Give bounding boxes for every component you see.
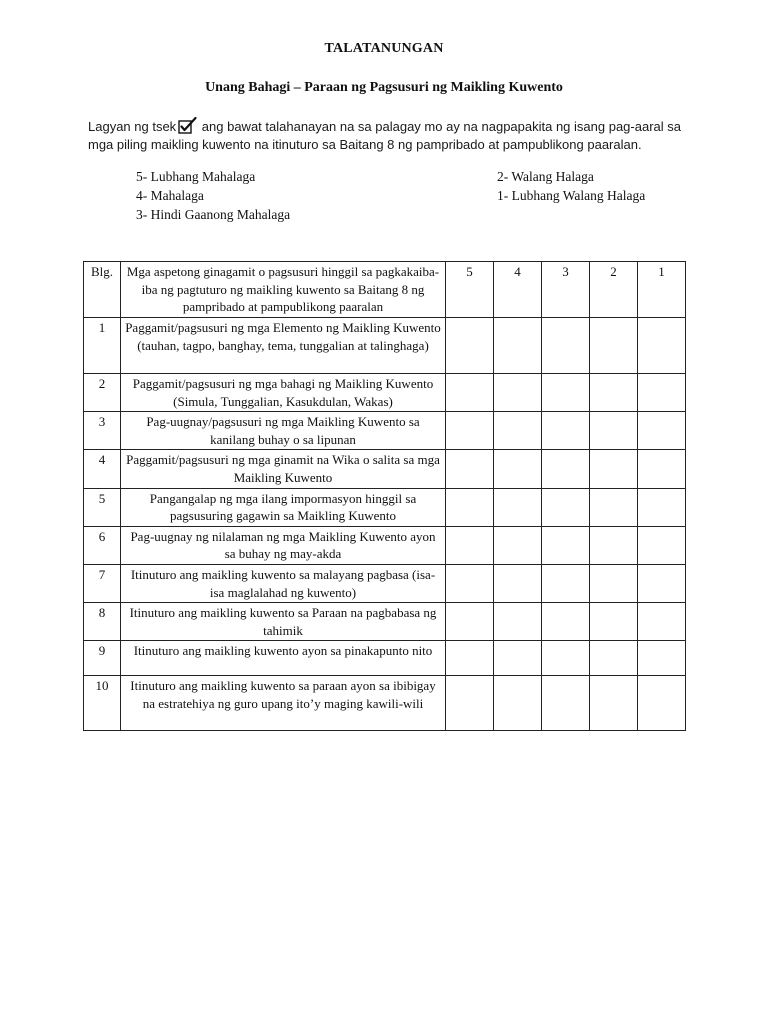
score-cell-4[interactable] <box>494 603 542 641</box>
score-cell-3[interactable] <box>542 564 590 602</box>
header-score-2: 2 <box>590 262 638 318</box>
instructions-paragraph <box>88 117 688 154</box>
table-row <box>84 526 686 564</box>
table-row <box>84 374 686 412</box>
rating-table <box>83 261 686 731</box>
score-cell-5[interactable] <box>446 488 494 526</box>
score-cell-5[interactable] <box>446 450 494 488</box>
scale-item-1: 1- Lubhang Walang Halaga <box>497 188 646 203</box>
row-number: 4 <box>84 450 121 488</box>
score-cell-4[interactable] <box>494 374 542 412</box>
instructions-text-start: Lagyan ng tsek <box>88 119 177 134</box>
table-row <box>84 641 686 676</box>
score-cell-3[interactable] <box>542 641 590 676</box>
row-aspect: Paggamit/pagsusuri ng mga bahagi ng Maikling Kuwento (Simula, Tunggalian, Kasukdulan, Wakas) <box>121 374 446 412</box>
score-cell-5[interactable] <box>446 603 494 641</box>
row-aspect: Pag-uugnay ng nilalaman ng mga Maikling Kuwento ayon sa buhay ng may-akda <box>121 526 446 564</box>
score-cell-4[interactable] <box>494 450 542 488</box>
score-cell-4[interactable] <box>494 641 542 676</box>
checkbox-check-icon <box>178 117 197 134</box>
score-cell-2[interactable] <box>590 676 638 731</box>
score-cell-5[interactable] <box>446 412 494 450</box>
score-cell-1[interactable] <box>638 488 686 526</box>
header-aspect: Mga aspetong ginagamit o pagsusuri hinggil sa pagkakaiba-iba ng pagtuturo ng maikling kuwento sa Baitang 8 ng pampribado at pampublikong paaralan <box>121 262 446 318</box>
row-number: 5 <box>84 488 121 526</box>
score-cell-5[interactable] <box>446 676 494 731</box>
rating-scale-right <box>497 167 645 205</box>
score-cell-1[interactable] <box>638 450 686 488</box>
header-score-3: 3 <box>542 262 590 318</box>
score-cell-3[interactable] <box>542 488 590 526</box>
row-aspect: Paggamit/pagsusuri ng mga Elemento ng Maikling Kuwento (tauhan, tagpo, banghay, tema, tunggalian at talinghaga) <box>121 318 446 374</box>
scale-item-4: 4- Mahalaga <box>136 188 204 203</box>
table-row <box>84 676 686 731</box>
score-cell-1[interactable] <box>638 412 686 450</box>
score-cell-2[interactable] <box>590 318 638 374</box>
score-cell-4[interactable] <box>494 676 542 731</box>
header-number: Blg. <box>84 262 121 318</box>
score-cell-2[interactable] <box>590 526 638 564</box>
table-header-row <box>84 262 686 318</box>
table-row <box>84 564 686 602</box>
row-aspect: Pag-uugnay/pagsusuri ng mga Maikling Kuwento sa kanilang buhay o sa lipunan <box>121 412 446 450</box>
row-number: 2 <box>84 374 121 412</box>
row-number: 3 <box>84 412 121 450</box>
score-cell-2[interactable] <box>590 488 638 526</box>
scale-item-5: 5- Lubhang Mahalaga <box>136 169 256 184</box>
score-cell-2[interactable] <box>590 603 638 641</box>
row-number: 7 <box>84 564 121 602</box>
table-row <box>84 603 686 641</box>
score-cell-3[interactable] <box>542 374 590 412</box>
score-cell-1[interactable] <box>638 564 686 602</box>
score-cell-2[interactable] <box>590 374 638 412</box>
row-aspect: Pangangalap ng mga ilang impormasyon hinggil sa pagsusuring gagawin sa Maikling Kuwento <box>121 488 446 526</box>
score-cell-4[interactable] <box>494 564 542 602</box>
score-cell-3[interactable] <box>542 450 590 488</box>
scale-item-2: 2- Walang Halaga <box>497 169 594 184</box>
rating-scale-left <box>136 167 290 224</box>
score-cell-2[interactable] <box>590 412 638 450</box>
score-cell-5[interactable] <box>446 641 494 676</box>
document-subtitle: Unang Bahagi – Paraan ng Pagsusuri ng Maikling Kuwento <box>205 80 563 95</box>
header-score-5: 5 <box>446 262 494 318</box>
score-cell-1[interactable] <box>638 374 686 412</box>
row-aspect: Itinuturo ang maikling kuwento ayon sa pinakapunto nito <box>121 641 446 676</box>
row-aspect: Paggamit/pagsusuri ng mga ginamit na Wika o salita sa mga Maikling Kuwento <box>121 450 446 488</box>
instructions-text-end: ang bawat talahanayan na sa palagay mo ay na nagpapakita ng isang pag-aaral sa mga piling maikling kuwento na itinuturo sa Baitang 8 ng pampribado at pampublikong paaralan. <box>88 119 681 152</box>
score-cell-1[interactable] <box>638 526 686 564</box>
score-cell-1[interactable] <box>638 318 686 374</box>
document-title: TALATANUNGAN <box>324 41 444 56</box>
score-cell-4[interactable] <box>494 526 542 564</box>
scale-item-3: 3- Hindi Gaanong Mahalaga <box>136 207 291 222</box>
score-cell-4[interactable] <box>494 318 542 374</box>
score-cell-2[interactable] <box>590 564 638 602</box>
row-number: 9 <box>84 641 121 676</box>
row-number: 8 <box>84 603 121 641</box>
row-number: 1 <box>84 318 121 374</box>
row-aspect: Itinuturo ang maikling kuwento sa malayang pagbasa (isa-isa maglalahad ng kuwento) <box>121 564 446 602</box>
row-number: 10 <box>84 676 121 731</box>
row-aspect: Itinuturo ang maikling kuwento sa paraan ayon sa ibibigay na estratehiya ng guro upang ito’y maging kawili-wili <box>121 676 446 731</box>
score-cell-5[interactable] <box>446 526 494 564</box>
table-row <box>84 450 686 488</box>
score-cell-1[interactable] <box>638 676 686 731</box>
score-cell-5[interactable] <box>446 374 494 412</box>
table-row <box>84 412 686 450</box>
score-cell-3[interactable] <box>542 318 590 374</box>
score-cell-3[interactable] <box>542 412 590 450</box>
score-cell-1[interactable] <box>638 603 686 641</box>
row-number: 6 <box>84 526 121 564</box>
table-row <box>84 318 686 374</box>
header-score-4: 4 <box>494 262 542 318</box>
score-cell-3[interactable] <box>542 603 590 641</box>
score-cell-3[interactable] <box>542 676 590 731</box>
score-cell-1[interactable] <box>638 641 686 676</box>
score-cell-2[interactable] <box>590 450 638 488</box>
header-score-1: 1 <box>638 262 686 318</box>
row-aspect: Itinuturo ang maikling kuwento sa Paraan na pagbabasa ng tahimik <box>121 603 446 641</box>
score-cell-4[interactable] <box>494 488 542 526</box>
score-cell-4[interactable] <box>494 412 542 450</box>
score-cell-5[interactable] <box>446 318 494 374</box>
score-cell-5[interactable] <box>446 564 494 602</box>
table-row <box>84 488 686 526</box>
score-cell-3[interactable] <box>542 526 590 564</box>
score-cell-2[interactable] <box>590 641 638 676</box>
